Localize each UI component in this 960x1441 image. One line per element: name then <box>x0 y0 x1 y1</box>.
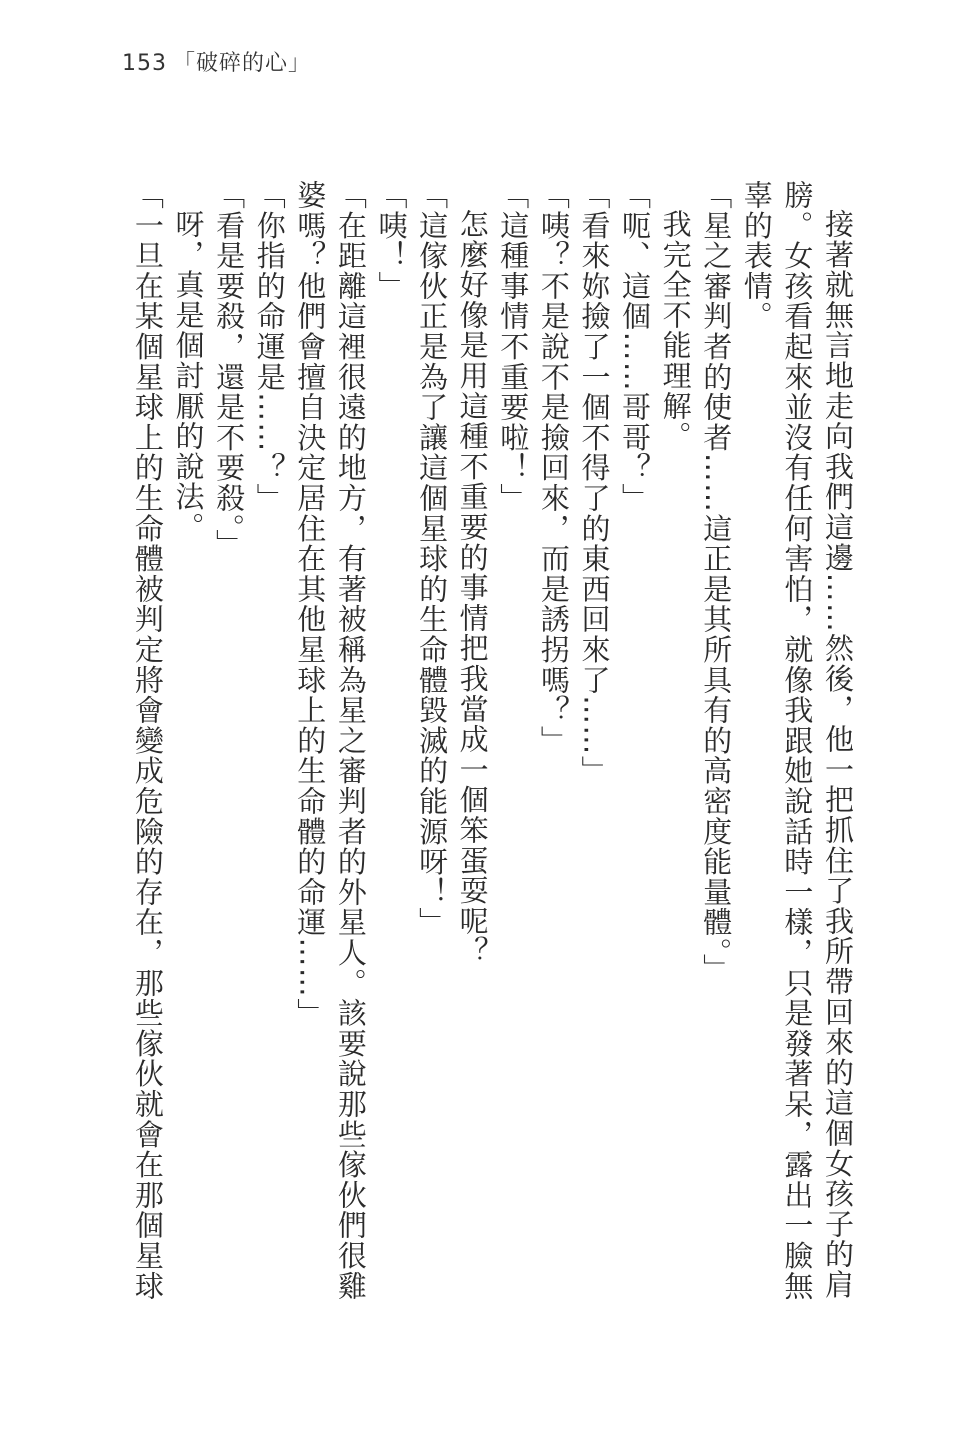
narration-paragraph: 怎麼好像是用這種不重要的事情把我當成一個笨蛋耍呢？ <box>455 209 490 967</box>
page-number: 153 <box>122 51 167 76</box>
narration-paragraph: 呀，真是個討厭的說法。 <box>171 209 206 543</box>
dialogue-line: 「看來妳撿了一個不得了的東西回來了……」 <box>577 180 612 786</box>
dialogue-line: 「你指的命運是……？」 <box>252 180 287 514</box>
dialogue-line: 「一旦在某個星球上的生命體被判定將會變成危險的存在，那些傢伙就會在那個星球 <box>130 180 165 1302</box>
dialogue-line: 「這傢伙正是為了讓這個星球的生命體毀滅的能源呀！」 <box>415 180 450 938</box>
running-header <box>122 46 311 77</box>
dialogue-line: 「在距離這裡很遠的地方，有著被稱為星之審判者的外星人。該要說那些傢伙們很雞婆嗎？他們會擅自決定居住在其他星球上的生命體的命運……」 <box>293 180 368 1302</box>
narration-paragraph: 接著就無言地走向我們這邊……然後，他一把抓住了我所帶回來的這個女孩子的肩膀。女孩看起來並沒有任何害怕，就像我跟她說話時一樣，只是發著呆，露出一臉無辜的表情。 <box>739 180 855 1302</box>
narration-paragraph: 我完全不能理解。 <box>658 209 693 452</box>
dialogue-line: 「呃、這個……哥哥？」 <box>618 180 653 514</box>
chapter-title: 「破碎的心」 <box>173 51 312 76</box>
dialogue-line: 「咦！」 <box>374 180 409 302</box>
dialogue-line: 「咦？不是說不是撿回來，而是誘拐嗎？」 <box>536 180 571 756</box>
dialogue-line: 「這種事情不重要啦！」 <box>496 180 531 514</box>
dialogue-line: 「看是要殺，還是不要殺。」 <box>212 180 247 560</box>
dialogue-line: 「星之審判者的使者……這正是其所具有的高密度能量體。」 <box>699 180 734 984</box>
vertical-body-text <box>127 180 858 1320</box>
